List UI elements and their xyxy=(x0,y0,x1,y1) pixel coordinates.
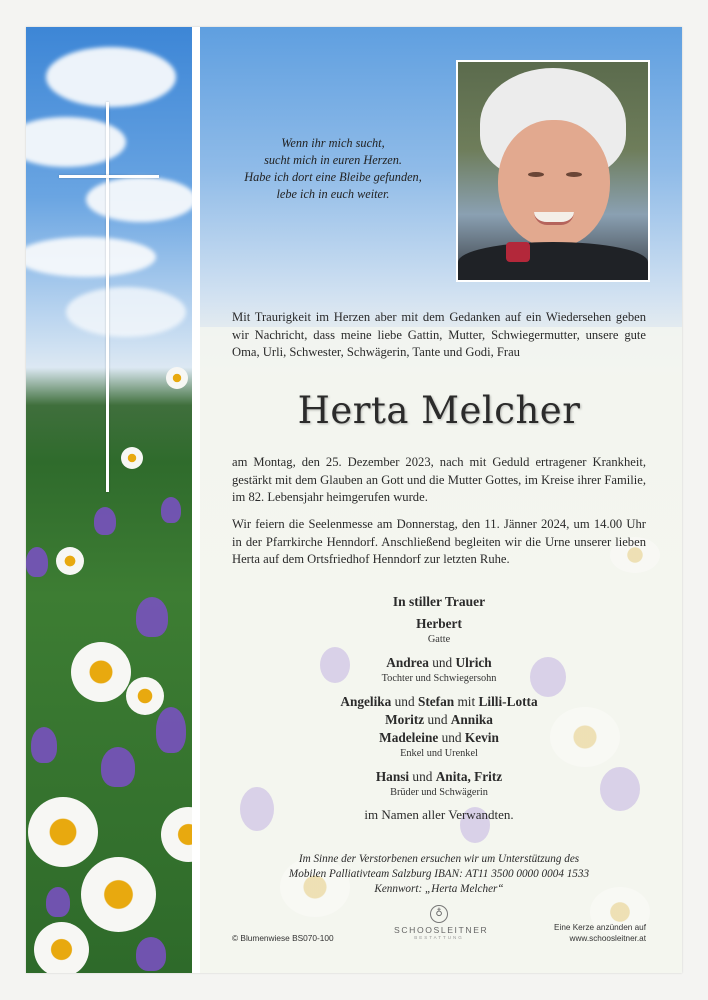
quote-line: Wenn ihr mich sucht, xyxy=(281,136,385,150)
mourner-relation: Gatte xyxy=(427,634,451,645)
donation-note xyxy=(232,852,646,897)
divider xyxy=(192,27,200,973)
obituary-card xyxy=(26,27,682,973)
meadow-strip-image xyxy=(26,27,192,973)
mourner-name: Hansi und Anita, Fritz xyxy=(375,769,503,784)
mourners-heading: In stiller Trauer xyxy=(392,594,486,609)
image-copyright: © Blumenwiese BS070-100 xyxy=(232,933,334,943)
mourner-relation: Tochter und Schwiegersohn xyxy=(381,673,497,684)
candle-text: Eine Kerze anzünden auf xyxy=(554,923,646,932)
mourner-relation: Enkel und Urenkel xyxy=(400,748,478,759)
cross-icon xyxy=(106,102,109,492)
relatives-line: im Namen aller Verwandten. xyxy=(364,807,514,822)
service-paragraph: Wir feiern die Seelenmesse am Donnerstag, den 11. Jänner 2024, um 14.00 Uhr in der Pfarrkirche Henndorf. Anschließend begleiten wir die Urne unserer lieben Herta auf dem Ortsfriedhof Henndorf zur letzten Ruhe. xyxy=(232,517,646,566)
cross-bar xyxy=(59,175,159,178)
portrait-photo xyxy=(456,60,650,282)
donation-line: Kennwort: „Herta Melcher“ xyxy=(374,883,504,895)
mourner-name: Angelika und Stefan mit Lilli-Lotta xyxy=(340,694,538,709)
logo-word: SCHOOSLEITNER xyxy=(394,925,489,935)
mourner-name: Andrea und Ulrich xyxy=(386,655,492,670)
donation-line: Mobilen Palliativteam Salzburg IBAN: AT11 3500 0000 0004 1533 xyxy=(288,868,590,880)
logo-icon: ♁ xyxy=(430,905,448,923)
logo-subtitle: BESTATTUNG xyxy=(414,935,464,940)
funeral-home-logo xyxy=(394,905,489,940)
quote-line: sucht mich in euren Herzen. xyxy=(264,153,402,167)
candle-url[interactable]: www.schoosleitner.at xyxy=(569,933,646,943)
deceased-name: Herta Melcher xyxy=(297,389,581,432)
quote-line: Habe ich dort eine Bleibe gefunden, xyxy=(244,170,422,184)
death-paragraph: am Montag, den 25. Dezember 2023, nach mit Geduld ertragener Krankheit, gestärkt mit dem Glauben an Gott und die Mutter Gottes, im Kreise ihrer Familie, im 82. Lebensjahr heimgerufen wurde. xyxy=(232,455,646,504)
mourners-list xyxy=(232,594,646,823)
candle-link[interactable] xyxy=(530,923,646,944)
memorial-quote xyxy=(226,135,440,203)
mourner-name: Herbert xyxy=(416,616,462,631)
donation-line: Im Sinne der Verstorbenen ersuchen wir um Unterstützung des xyxy=(298,853,580,865)
intro-text: Mit Traurigkeit im Herzen aber mit dem Gedanken auf ein Wiedersehen geben wir Nachricht, dass meine liebe Gattin, Mutter, Schwiegermutter, unsere gute Oma, Urli, Schwester, Schwägerin, Tante und Godi, Frau xyxy=(232,310,646,359)
mourner-relation: Brüder und Schwägerin xyxy=(390,787,488,798)
mourner-name: Moritz und Annika xyxy=(385,712,493,727)
mourner-name: Madeleine und Kevin xyxy=(379,730,499,745)
quote-line: lebe ich in euch weiter. xyxy=(276,187,390,201)
